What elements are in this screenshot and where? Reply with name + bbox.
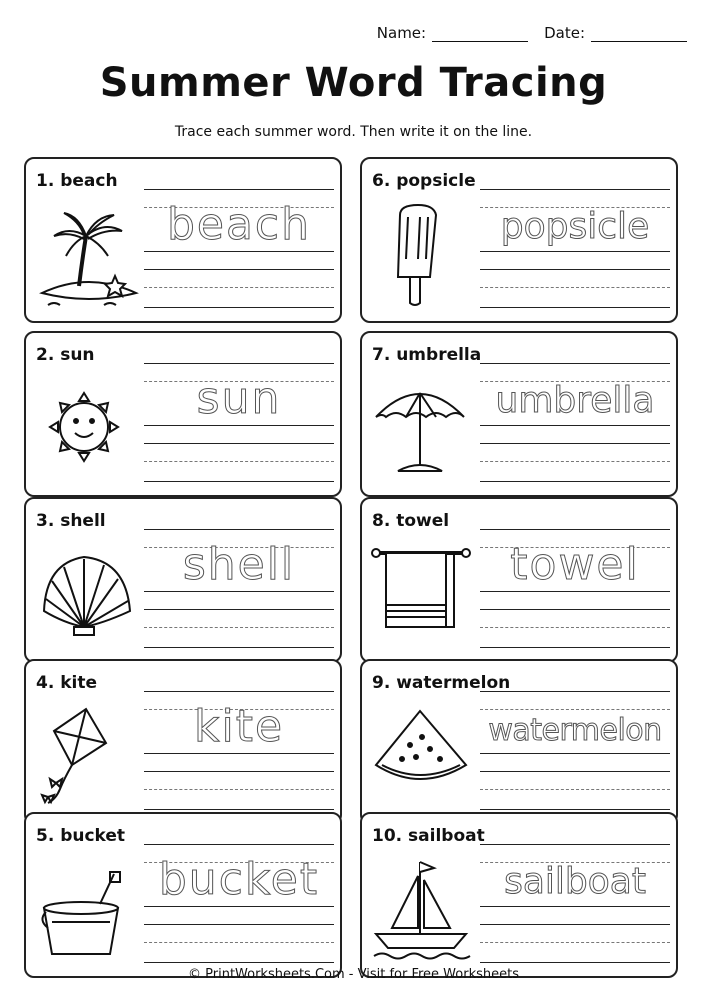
kite-icon (34, 703, 144, 813)
date-field[interactable] (544, 24, 687, 42)
card-label: 4. kite (36, 673, 97, 693)
card-label: 5. bucket (36, 826, 126, 846)
tracing-lines[interactable] (480, 167, 670, 317)
name-field[interactable] (377, 24, 528, 42)
trace-word: kite (193, 701, 285, 752)
word-card-umbrella (360, 331, 678, 497)
word-card-kite (24, 659, 342, 825)
trace-word: shell (182, 539, 296, 590)
word-card-towel (360, 497, 678, 663)
trace-word: beach (166, 199, 312, 250)
tracing-lines[interactable] (480, 507, 670, 657)
page-title: Summer Word Tracing (99, 60, 608, 106)
shell-icon (34, 541, 144, 651)
card-label: 1. beach (36, 171, 118, 191)
name-line[interactable] (432, 26, 528, 42)
trace-word: watermelon (488, 713, 662, 748)
watermelon-icon (370, 703, 480, 813)
word-card-popsicle (360, 157, 678, 323)
word-card-watermelon (360, 659, 678, 825)
card-label: 10. sailboat (372, 826, 485, 846)
trace-word: sun (196, 373, 282, 424)
word-card-sun (24, 331, 342, 497)
umbrella-icon (370, 375, 480, 485)
tracing-lines[interactable] (144, 507, 334, 657)
word-card-shell (24, 497, 342, 663)
card-label: 6. popsicle (372, 171, 476, 191)
trace-word: umbrella (495, 380, 655, 421)
tracing-lines[interactable] (144, 167, 334, 317)
card-label: 3. shell (36, 511, 106, 531)
page-subtitle: Trace each summer word. Then write it on the line. (174, 124, 533, 140)
towel-icon (370, 541, 480, 651)
trace-word: popsicle (500, 206, 650, 247)
name-label: Name: (376, 24, 427, 42)
popsicle-icon (370, 201, 480, 311)
date-label: Date: (544, 24, 585, 42)
card-label: 8. towel (372, 511, 450, 531)
trace-word: towel (510, 539, 640, 590)
palm-tree-island-icon (34, 201, 144, 311)
tracing-lines[interactable] (144, 669, 334, 819)
trace-word: sailboat (504, 861, 646, 902)
tracing-lines[interactable] (480, 669, 670, 819)
tracing-lines[interactable] (480, 822, 670, 972)
footer: © PrintWorksheets.Com - Visit for Free Worksheets (188, 967, 519, 982)
tracing-lines[interactable] (144, 341, 334, 491)
word-card-bucket (24, 812, 342, 978)
card-label: 7. umbrella (372, 345, 482, 365)
sailboat-icon (370, 856, 480, 966)
bucket-icon (34, 856, 144, 966)
word-card-beach (24, 157, 342, 323)
tracing-lines[interactable] (144, 822, 334, 972)
card-label: 2. sun (36, 345, 95, 365)
tracing-lines[interactable] (480, 341, 670, 491)
trace-word: bucket (158, 854, 320, 905)
sun-icon (34, 375, 144, 485)
header-fields (377, 24, 687, 42)
word-card-sailboat (360, 812, 678, 978)
date-line[interactable] (591, 26, 687, 42)
card-label: 9. watermelon (372, 673, 511, 693)
